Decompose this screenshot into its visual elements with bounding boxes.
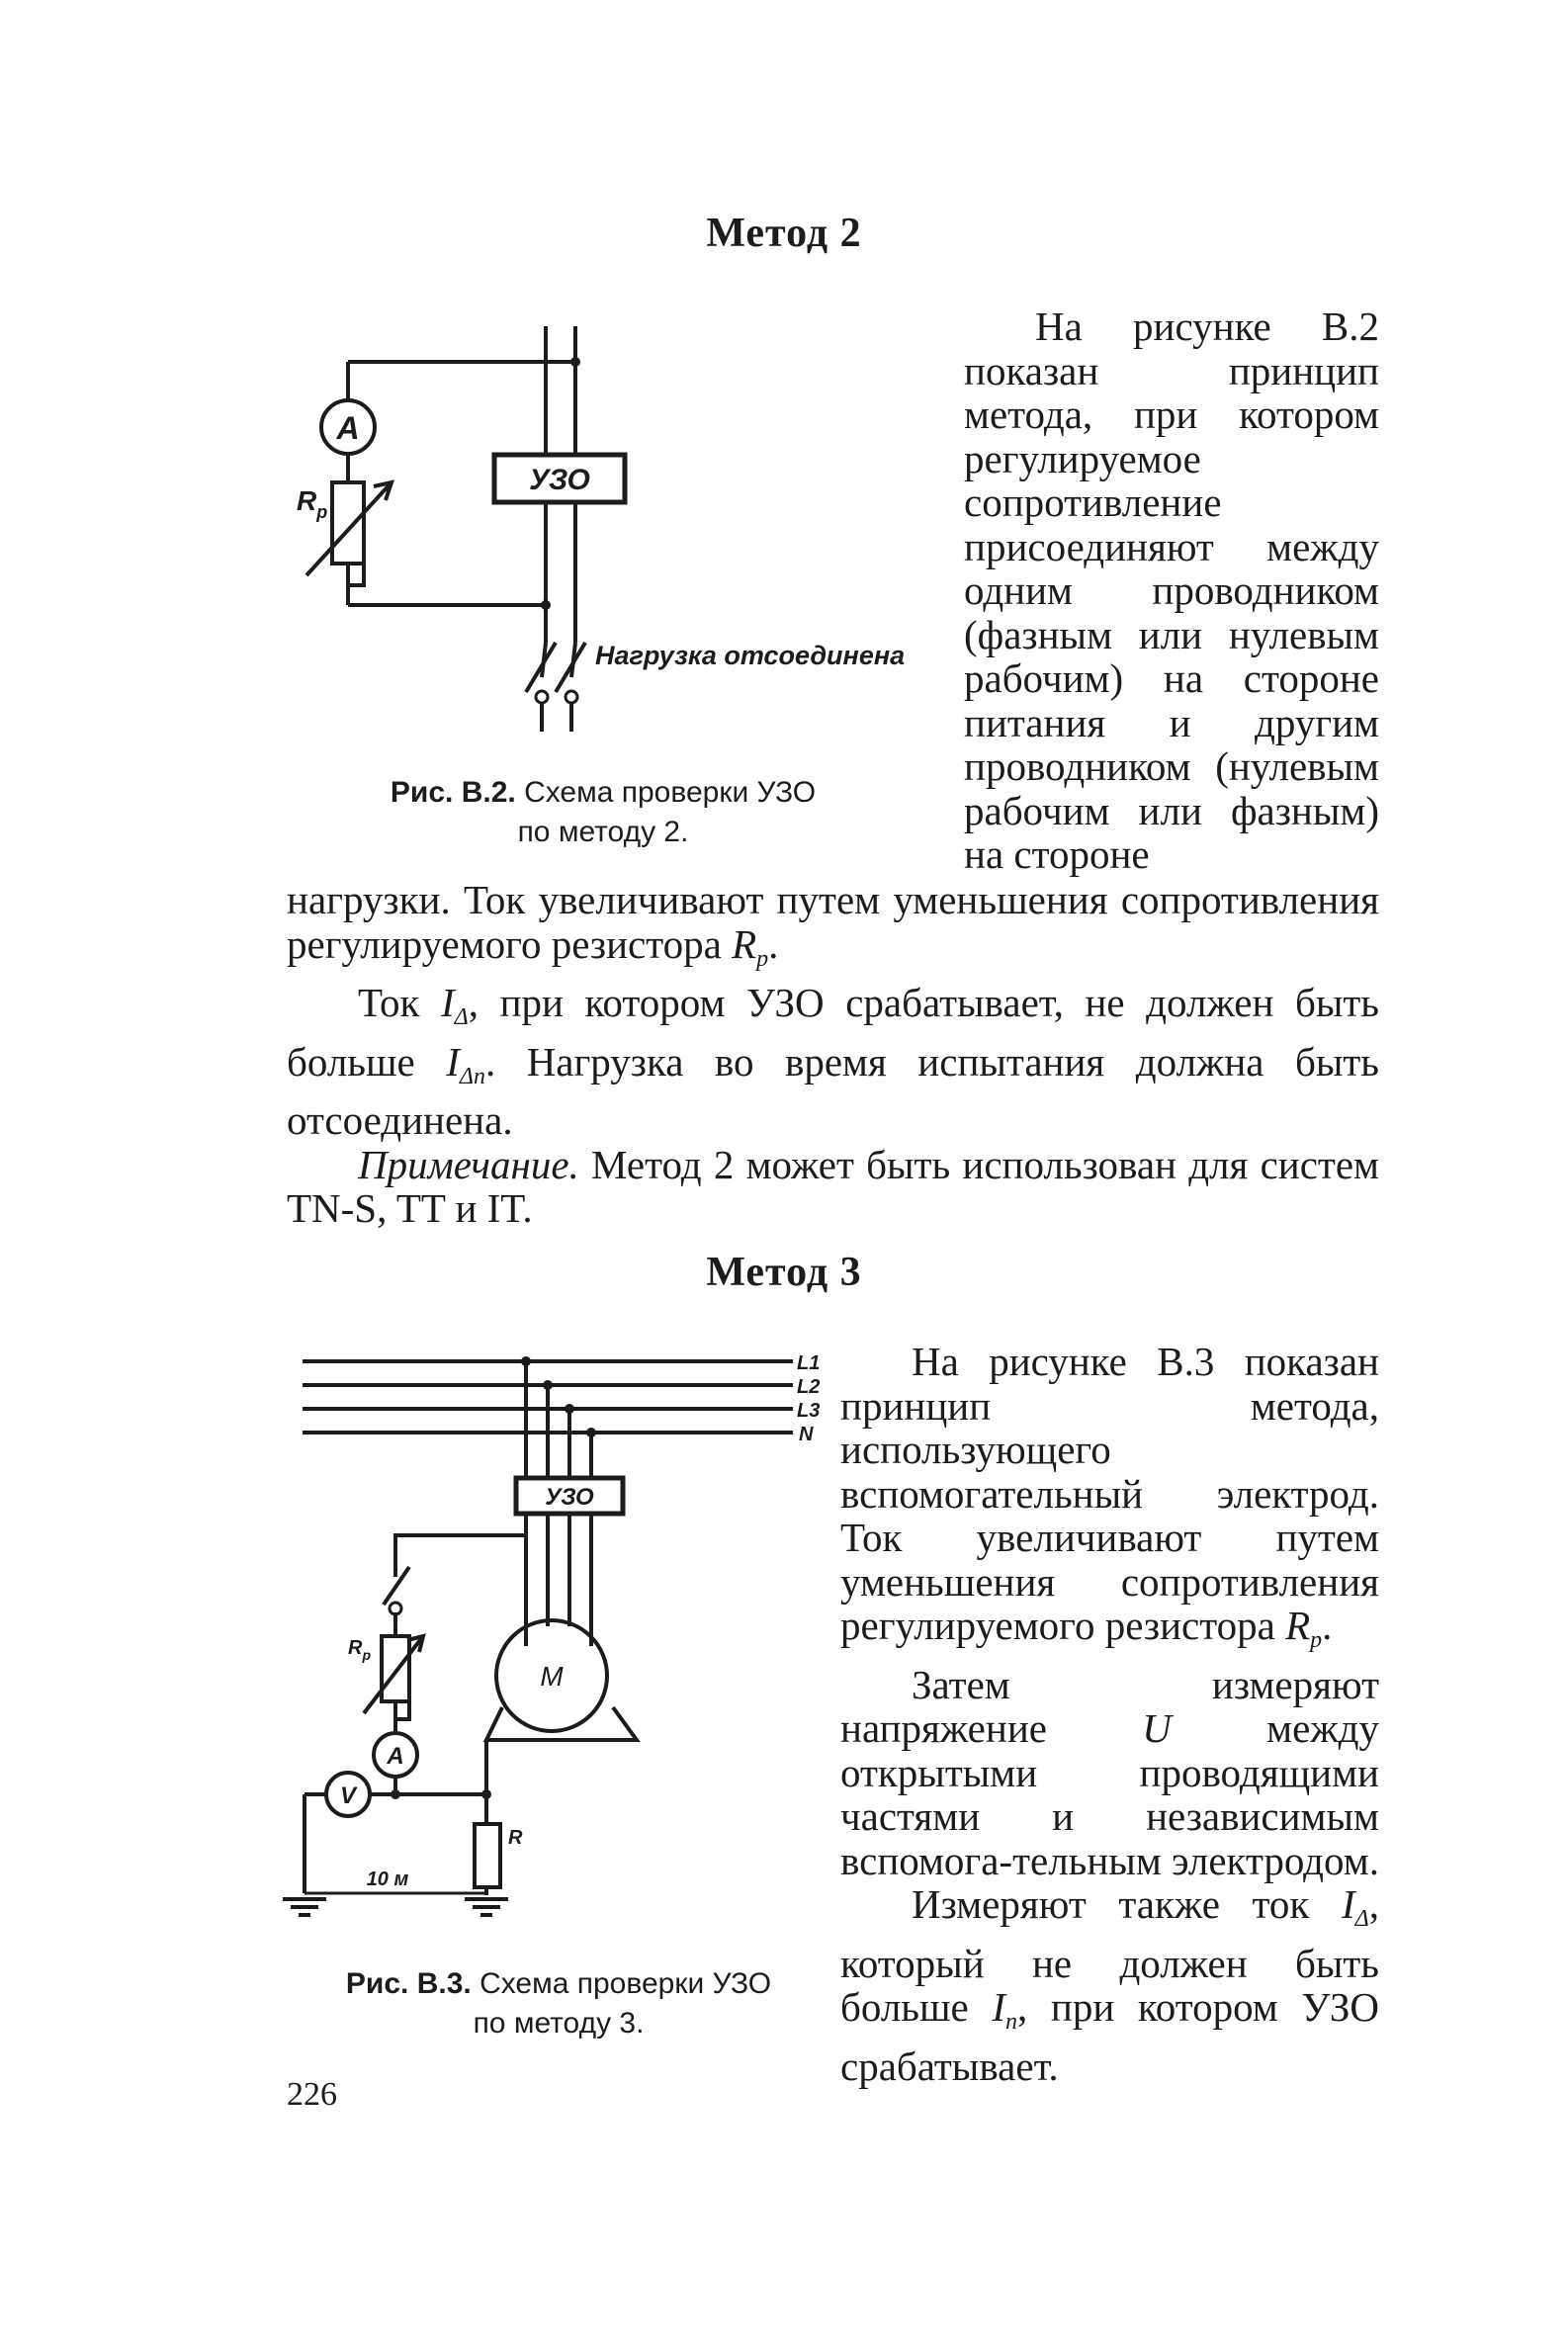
method2-para1-continued: нагрузки. Ток увеличивают путем уменьшения сопротивления регулируемого резистора $R_p$. xyxy=(287,877,1379,972)
b2-load-note: Нагрузка отсоединена xyxy=(595,641,906,670)
figure-b3-caption: Рис. В.3. Схема проверки УЗО по методу 3. xyxy=(345,1967,772,2040)
method2-body xyxy=(287,878,1379,1231)
method3-para1: На рисунке В.3 показан принцип метода, использующего вспомогательный электрод. Ток увеличивают путем уменьшения сопротивления регулируемого резистора $R_p$. xyxy=(840,1339,1379,1653)
method2-para1-wrap: На рисунке В.2 показан принцип метода, при котором регулируемое сопротивление присоединяют между одним проводником (фазным или нулевым рабочим) на стороне питания и другим проводником (нулевым рабочим или фазным) на стороне xyxy=(964,304,1379,877)
b3-motor-label: M xyxy=(540,1661,564,1692)
figure-b2-caption-label: Рис. В.2. xyxy=(390,776,516,809)
figure-b2-caption: Рис. В.2. Схема проверки УЗО по методу 2. xyxy=(390,776,817,848)
method2-heading: Метод 2 xyxy=(706,211,862,256)
b3-ammeter-label: A xyxy=(387,1743,404,1770)
b3-earth-resistor-label: R xyxy=(508,1827,523,1849)
b3-resistor-label: $R_p$ xyxy=(348,1637,372,1663)
b2-rcd-label: УЗО xyxy=(529,464,590,496)
b3-line-label-l3: L3 xyxy=(797,1400,821,1422)
b3-rcd-label: УЗО xyxy=(545,1484,594,1511)
b2-ammeter-label: A xyxy=(336,410,360,446)
method2-note: Примечание. Метод 2 может быть использован для систем TN-S, TT и IT. xyxy=(287,1141,1379,1231)
page-number: 226 xyxy=(287,2076,337,2113)
figure-b2-diagram xyxy=(297,316,929,732)
b3-distance-label: 10 м xyxy=(366,1869,409,1890)
b3-line-label-l1: L1 xyxy=(797,1352,821,1374)
method3-para2: Затем измеряют напряжение U между открытыми проводящими частями и независимым вспомога-тельным электродом. xyxy=(840,1661,1380,1883)
b2-resistor-label: $R_p$ xyxy=(297,485,328,522)
method3-body xyxy=(840,1340,1379,2088)
b3-line-label-l2: L2 xyxy=(797,1376,821,1398)
method2-para2: Ток $I_\Delta$, при котором УЗО срабатывает, не должен быть больше $I_{\Delta n}$. Нагрузка во время испытания должна быть отсоединена. xyxy=(287,980,1379,1143)
figure-b3-caption-label: Рис. В.3. xyxy=(345,1967,472,2000)
method3-heading: Метод 3 xyxy=(706,1250,862,1295)
b2-resistor-body xyxy=(332,482,364,564)
b3-voltmeter-label: V xyxy=(339,1782,357,1809)
figure-b3-diagram xyxy=(279,1340,832,1923)
method3-para3: Измеряют также ток $I_\Delta$, который не должен быть больше $I_n$, при котором УЗО срабатывает. xyxy=(840,1881,1380,2089)
b3-line-label-n: N xyxy=(799,1424,814,1445)
